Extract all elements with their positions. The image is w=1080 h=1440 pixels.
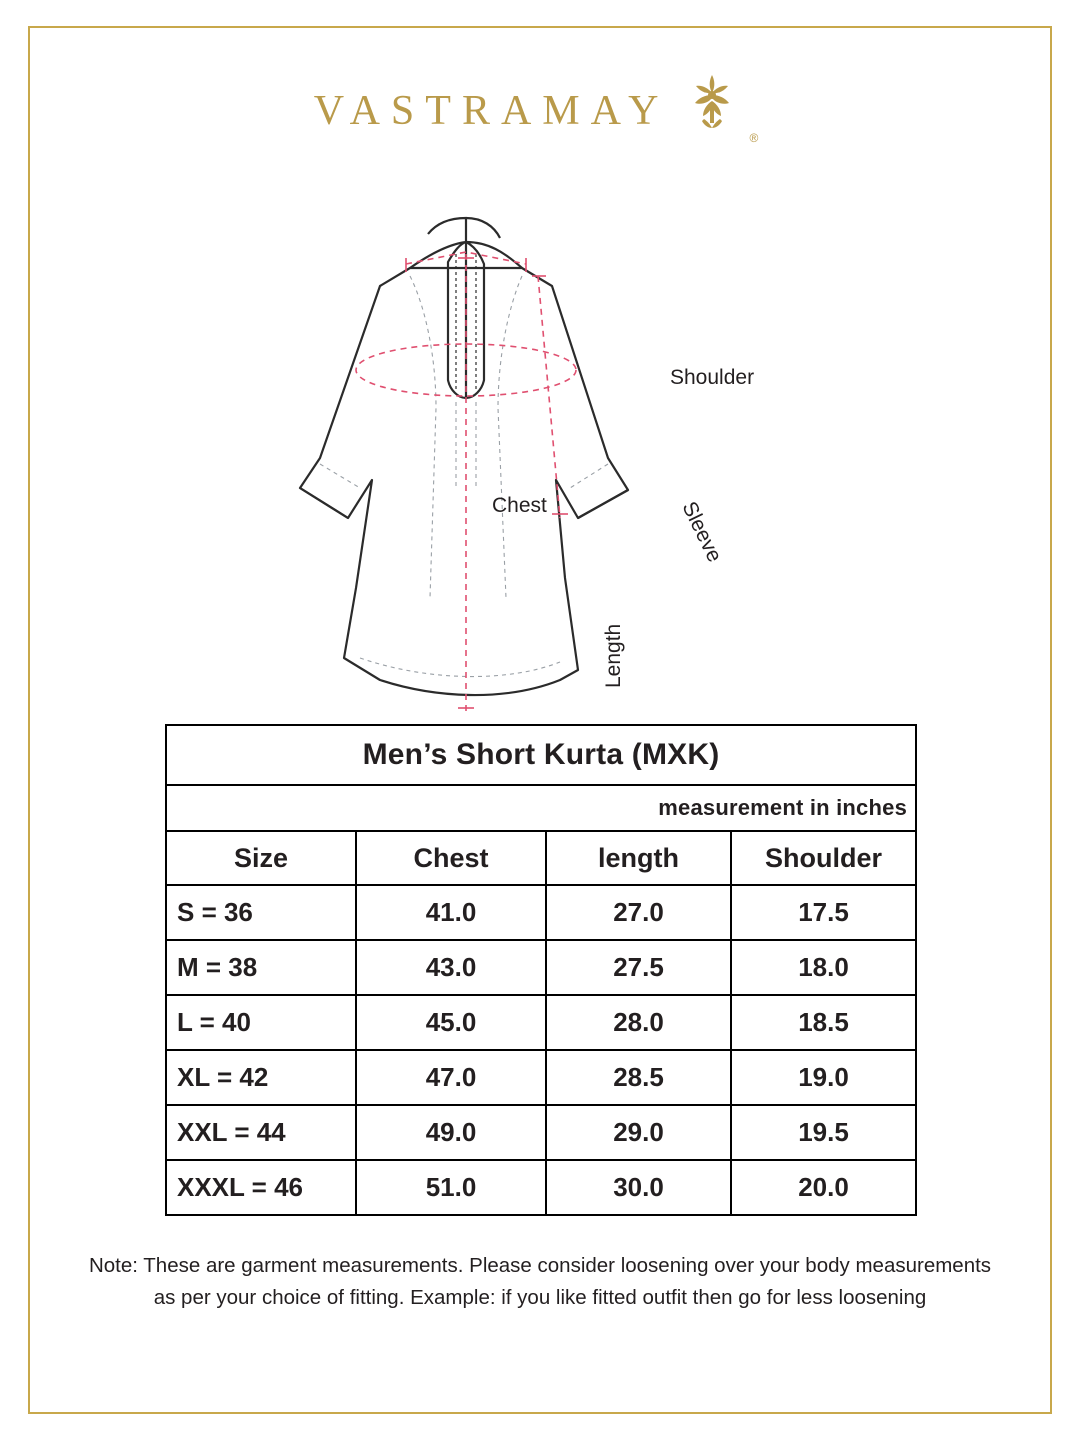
table-row [166, 1050, 916, 1105]
cell-chest: 51.0 [356, 1160, 546, 1215]
note-line-1: Note: These are garment measurements. Please consider loosening over your body measurements [88, 1254, 992, 1277]
cell-length: 28.0 [546, 995, 731, 1050]
cell-shoulder: 19.5 [731, 1105, 916, 1160]
size-table [165, 724, 917, 1216]
label-length: Length [602, 623, 625, 688]
cell-chest: 47.0 [356, 1050, 546, 1105]
table-row [166, 1160, 916, 1215]
cell-shoulder: 20.0 [731, 1160, 916, 1215]
cell-shoulder: 17.5 [731, 885, 916, 940]
cell-chest: 49.0 [356, 1105, 546, 1160]
garment-diagram [30, 158, 1050, 718]
cell-chest: 41.0 [356, 885, 546, 940]
size-table-container [165, 724, 915, 1216]
cell-size: L = 40 [166, 995, 356, 1050]
cell-shoulder: 19.0 [731, 1050, 916, 1105]
cell-length: 27.0 [546, 885, 731, 940]
cell-size: M = 38 [166, 940, 356, 995]
cell-length: 27.5 [546, 940, 731, 995]
cell-length: 28.5 [546, 1050, 731, 1105]
cell-length: 30.0 [546, 1160, 731, 1215]
table-row [166, 885, 916, 940]
cell-shoulder: 18.5 [731, 995, 916, 1050]
label-shoulder: Shoulder [670, 366, 755, 389]
table-title-row [166, 725, 916, 785]
table-title: Men’s Short Kurta (MXK) [166, 725, 916, 785]
column-header-chest: Chest [356, 831, 546, 885]
cell-size: S = 36 [166, 885, 356, 940]
column-header-shoulder: Shoulder [731, 831, 916, 885]
cell-size: XXXL = 46 [166, 1160, 356, 1215]
label-sleeve: Sleeve [677, 498, 727, 566]
cell-size: XXL = 44 [166, 1105, 356, 1160]
brand-name: VASTRAMAY [313, 88, 670, 134]
column-header-length: length [546, 831, 731, 885]
mens-kurta-outline-icon [260, 158, 820, 718]
note-line-2: as per your choice of fitting. Example: if you like fitted outfit then go for less loosening [153, 1285, 927, 1309]
table-units-row [166, 785, 916, 831]
cell-chest: 43.0 [356, 940, 546, 995]
label-chest: Chest [492, 494, 547, 517]
table-header-row [166, 831, 916, 885]
table-row [166, 995, 916, 1050]
registered-mark: ® [749, 131, 759, 145]
table-row [166, 940, 916, 995]
column-header-size: Size [166, 831, 356, 885]
note-text [50, 1250, 1030, 1314]
cell-chest: 45.0 [356, 995, 546, 1050]
table-units: measurement in inches [166, 785, 916, 831]
floral-star-icon [677, 71, 747, 151]
brand-header [30, 56, 1050, 166]
table-row [166, 1105, 916, 1160]
cell-length: 29.0 [546, 1105, 731, 1160]
cell-shoulder: 18.0 [731, 940, 916, 995]
cell-size: XL = 42 [166, 1050, 356, 1105]
